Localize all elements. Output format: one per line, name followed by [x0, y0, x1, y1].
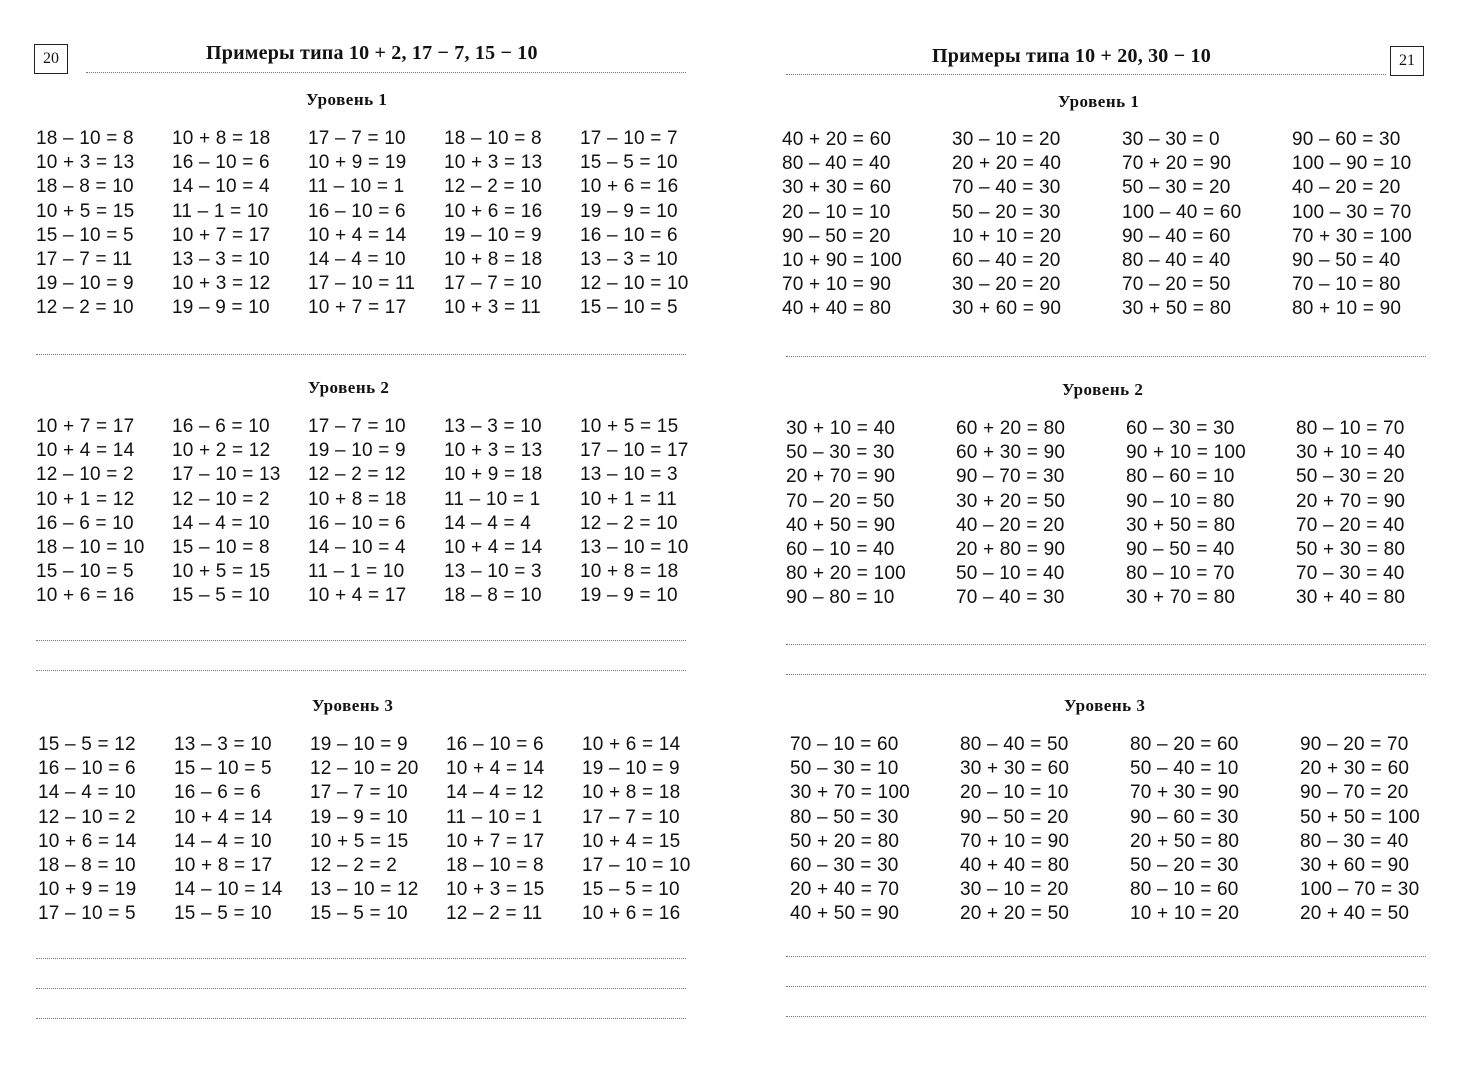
equation: 30 + 30 = 60	[960, 758, 1070, 780]
equation: 90 – 50 = 20	[782, 225, 891, 247]
equation: 20 – 10 = 10	[782, 201, 891, 223]
equation: 14 – 10 = 4	[308, 537, 406, 559]
equation: 15 – 5 = 10	[310, 903, 408, 925]
equation: 80 – 40 = 50	[960, 734, 1069, 755]
equation: 70 – 30 = 40	[1296, 563, 1405, 585]
equation: 90 + 10 = 100	[1126, 442, 1246, 464]
equation: 16 – 6 = 10	[36, 512, 134, 534]
equation: 10 + 4 = 14	[446, 758, 545, 780]
equation: 30 + 20 = 50	[956, 490, 1066, 512]
equation: 13 – 3 = 10	[444, 416, 542, 437]
equation: 50 – 30 = 20	[1122, 177, 1231, 199]
equation-column	[580, 415, 716, 609]
equation: 10 + 4 = 14	[308, 224, 407, 246]
equation: 80 – 30 = 40	[1300, 830, 1409, 852]
equation: 19 – 10 = 9	[582, 758, 680, 780]
equation: 13 – 10 = 10	[580, 537, 689, 559]
equation: 20 + 50 = 80	[1130, 830, 1240, 852]
equation: 10 + 3 = 11	[444, 297, 541, 319]
equation: 15 – 5 = 10	[174, 903, 272, 925]
level-2-title: Уровень 2	[308, 378, 390, 397]
equation-column	[952, 128, 1122, 322]
equation: 16 – 10 = 6	[38, 758, 136, 780]
equation: 19 – 9 = 10	[310, 806, 408, 828]
level-3-title: Уровень 3	[312, 696, 394, 715]
equation-column	[444, 127, 580, 321]
equation: 50 – 20 = 30	[1130, 855, 1239, 877]
equation: 70 + 30 = 100	[1292, 225, 1412, 247]
equation-column	[308, 415, 444, 609]
equation: 10 + 8 = 18	[308, 488, 407, 510]
equation: 19 – 9 = 10	[172, 297, 270, 319]
equation: 90 – 50 = 40	[1126, 539, 1235, 561]
equation: 10 + 6 = 14	[38, 830, 137, 852]
equation: 70 – 20 = 40	[1296, 514, 1405, 536]
equation: 19 – 9 = 10	[580, 200, 678, 222]
equation: 70 – 20 = 50	[786, 490, 895, 512]
equation: 19 – 10 = 9	[308, 440, 406, 462]
equation: 17 – 7 = 10	[310, 782, 408, 804]
equation: 12 – 2 = 2	[310, 855, 398, 877]
equation: 20 + 40 = 70	[790, 879, 900, 901]
equation: 30 + 10 = 40	[786, 418, 896, 439]
equation: 50 + 30 = 80	[1296, 539, 1406, 561]
equation: 10 + 4 = 14	[36, 440, 135, 462]
equation: 100 – 70 = 30	[1300, 879, 1420, 901]
equation: 30 + 60 = 90	[952, 298, 1062, 320]
equation: 16 – 10 = 6	[308, 512, 406, 534]
equation: 100 – 90 = 10	[1292, 153, 1412, 175]
level-1-title: Уровень 1	[1058, 92, 1140, 111]
page-title: Примеры типа 10 + 20, 30 − 10	[932, 45, 1211, 67]
equation-column	[310, 733, 446, 927]
equation: 16 – 10 = 6	[172, 152, 270, 174]
equation: 14 – 10 = 14	[174, 879, 283, 901]
equation: 70 – 40 = 30	[952, 177, 1061, 199]
equation: 18 – 10 = 8	[444, 128, 542, 149]
equation: 14 – 4 = 10	[308, 249, 406, 271]
equation-column	[174, 733, 310, 927]
equation-column	[1296, 417, 1464, 611]
equation: 15 – 10 = 5	[36, 224, 134, 246]
equation: 10 + 3 = 15	[446, 879, 545, 901]
equation: 10 + 7 = 17	[308, 297, 407, 319]
equation: 80 – 60 = 10	[1126, 466, 1235, 488]
equation: 13 – 10 = 12	[310, 879, 419, 901]
equation: 11 – 10 = 1	[308, 176, 405, 198]
equation: 14 – 4 = 12	[446, 782, 544, 804]
equation: 30 – 30 = 0	[1122, 129, 1220, 150]
equation: 80 – 10 = 60	[1130, 879, 1239, 901]
equation: 60 + 30 = 90	[956, 442, 1066, 464]
equation: 10 + 6 = 16	[580, 176, 679, 198]
answer-line	[36, 1018, 686, 1019]
equation: 10 + 7 = 17	[172, 224, 271, 246]
equation: 10 + 9 = 19	[308, 152, 407, 174]
answer-line	[36, 354, 686, 355]
equation: 50 – 20 = 30	[952, 201, 1061, 223]
equation: 10 + 8 = 18	[582, 782, 681, 804]
equation: 90 – 40 = 60	[1122, 225, 1231, 247]
equation: 90 – 70 = 20	[1300, 782, 1409, 804]
equation: 10 + 1 = 12	[36, 488, 135, 510]
equation: 100 – 30 = 70	[1292, 201, 1412, 223]
equation: 18 – 8 = 10	[444, 585, 542, 607]
equation-column	[790, 733, 960, 927]
equation: 80 – 40 = 40	[1122, 250, 1231, 272]
equation: 12 – 10 = 2	[172, 488, 270, 510]
equation: 15 – 5 = 12	[38, 734, 136, 755]
equation: 70 + 10 = 90	[960, 830, 1070, 852]
equation: 11 – 1 = 10	[308, 561, 405, 583]
level-3-grid	[790, 733, 1464, 927]
equation: 50 – 30 = 20	[1296, 466, 1405, 488]
equation-column	[1130, 733, 1300, 927]
equation: 16 – 6 = 10	[172, 416, 270, 437]
right-page	[732, 0, 1464, 1080]
equation: 10 + 8 = 18	[172, 128, 271, 149]
equation: 10 + 8 = 18	[580, 561, 679, 583]
equation: 30 + 50 = 80	[1122, 298, 1232, 320]
equation: 15 – 10 = 5	[36, 561, 134, 583]
equation: 40 + 40 = 80	[960, 855, 1070, 877]
equation: 14 – 4 = 4	[444, 512, 532, 534]
level-3-title: Уровень 3	[1064, 696, 1146, 715]
equation: 17 – 10 = 13	[172, 464, 281, 486]
answer-line	[786, 674, 1426, 675]
equation: 13 – 3 = 10	[580, 249, 678, 271]
equation: 60 – 40 = 20	[952, 250, 1061, 272]
answer-line	[36, 988, 686, 989]
equation: 15 – 10 = 5	[580, 297, 678, 319]
page-number: 20	[34, 44, 68, 74]
equation: 40 + 50 = 90	[786, 514, 896, 536]
equation: 90 – 50 = 20	[960, 806, 1069, 828]
equation: 12 – 2 = 10	[580, 512, 678, 534]
equation: 10 + 3 = 13	[444, 440, 543, 462]
equation: 10 + 5 = 15	[172, 561, 271, 583]
equation: 60 – 30 = 30	[1126, 418, 1235, 439]
equation-column	[1126, 417, 1296, 611]
answer-line	[36, 640, 686, 641]
equation: 80 – 20 = 60	[1130, 734, 1239, 755]
equation: 12 – 2 = 10	[444, 176, 542, 198]
equation: 17 – 10 = 7	[580, 128, 678, 149]
equation: 50 – 10 = 40	[956, 563, 1065, 585]
equation: 30 + 60 = 90	[1300, 855, 1410, 877]
equation: 30 – 10 = 20	[960, 879, 1069, 901]
equation: 14 – 10 = 4	[172, 176, 270, 198]
equation-column	[786, 417, 956, 611]
equation: 14 – 4 = 10	[174, 830, 272, 852]
equation: 19 – 10 = 9	[444, 224, 542, 246]
equation: 17 – 7 = 11	[36, 249, 133, 271]
equation: 12 – 10 = 20	[310, 758, 419, 780]
level-1-title: Уровень 1	[306, 90, 388, 109]
equation: 50 – 40 = 10	[1130, 758, 1239, 780]
equation: 80 + 20 = 100	[786, 563, 906, 585]
equation: 17 – 7 = 10	[308, 128, 406, 149]
equation: 10 + 8 = 18	[444, 249, 543, 271]
equation: 60 – 10 = 40	[786, 539, 895, 561]
equation: 15 – 5 = 10	[580, 152, 678, 174]
equation: 40 – 20 = 20	[1292, 177, 1401, 199]
equation: 18 – 8 = 10	[38, 855, 136, 877]
equation: 20 + 70 = 90	[1296, 490, 1406, 512]
equation: 18 – 10 = 10	[36, 537, 145, 559]
equation: 15 – 10 = 5	[174, 758, 272, 780]
equation: 10 + 5 = 15	[580, 416, 679, 437]
equation-column	[956, 417, 1126, 611]
equation: 19 – 10 = 9	[36, 273, 134, 295]
equation: 30 + 70 = 80	[1126, 587, 1236, 609]
title-underline	[786, 74, 1386, 75]
equation: 12 – 10 = 2	[36, 464, 134, 486]
equation: 10 + 4 = 14	[444, 537, 543, 559]
equation: 90 – 80 = 10	[786, 587, 895, 609]
answer-line	[36, 670, 686, 671]
equation-column	[172, 127, 308, 321]
equation: 10 + 7 = 17	[36, 416, 135, 437]
equation: 50 – 30 = 30	[786, 442, 895, 464]
answer-line	[786, 956, 1426, 957]
equation: 30 + 50 = 80	[1126, 514, 1236, 536]
equation-column	[1122, 128, 1292, 322]
equation: 14 – 4 = 10	[172, 512, 270, 534]
equation: 20 + 20 = 50	[960, 903, 1070, 925]
answer-line	[36, 958, 686, 959]
equation: 50 – 30 = 10	[790, 758, 899, 780]
answer-line	[786, 1016, 1426, 1017]
equation: 60 + 20 = 80	[956, 418, 1066, 439]
answer-line	[786, 356, 1426, 357]
equation: 11 – 10 = 1	[444, 488, 541, 510]
equation: 15 – 5 = 10	[172, 585, 270, 607]
equation: 40 – 20 = 20	[956, 514, 1065, 536]
level-3-grid	[38, 733, 718, 927]
equation: 10 + 4 = 17	[308, 585, 407, 607]
equation: 12 – 10 = 2	[38, 806, 136, 828]
equation-column	[446, 733, 582, 927]
equation-column	[1300, 733, 1464, 927]
equation: 10 + 5 = 15	[310, 830, 409, 852]
equation: 70 – 10 = 60	[790, 734, 899, 755]
equation: 40 + 40 = 80	[782, 298, 892, 320]
answer-line	[786, 986, 1426, 987]
equation: 10 + 3 = 13	[36, 152, 135, 174]
equation: 90 – 60 = 30	[1130, 806, 1239, 828]
equation: 80 – 10 = 70	[1296, 418, 1405, 439]
equation: 12 – 2 = 12	[308, 464, 406, 486]
equation: 20 + 70 = 90	[786, 466, 896, 488]
equation: 30 + 40 = 80	[1296, 587, 1406, 609]
equation: 16 – 10 = 6	[580, 224, 678, 246]
equation: 10 + 5 = 15	[36, 200, 135, 222]
equation: 40 + 20 = 60	[782, 129, 892, 150]
equation: 11 – 10 = 1	[446, 806, 543, 828]
equation: 70 – 20 = 50	[1122, 274, 1231, 296]
page-title: Примеры типа 10 + 2, 17 − 7, 15 − 10	[206, 42, 538, 64]
equation-column	[36, 415, 172, 609]
equation: 17 – 7 = 10	[308, 416, 406, 437]
equation: 14 – 4 = 10	[38, 782, 136, 804]
equation: 13 – 10 = 3	[580, 464, 678, 486]
equation-column	[38, 733, 174, 927]
equation: 60 – 30 = 30	[790, 855, 899, 877]
equation: 90 – 50 = 40	[1292, 250, 1401, 272]
equation: 10 + 3 = 13	[444, 152, 543, 174]
equation: 10 + 7 = 17	[446, 830, 545, 852]
equation-column	[172, 415, 308, 609]
level-1-grid	[782, 128, 1462, 322]
equation: 17 – 7 = 10	[582, 806, 680, 828]
equation: 100 – 40 = 60	[1122, 201, 1242, 223]
equation: 15 – 5 = 10	[582, 879, 680, 901]
equation: 70 + 30 = 90	[1130, 782, 1240, 804]
equation: 10 + 10 = 20	[952, 225, 1062, 247]
equation: 12 – 2 = 11	[446, 903, 543, 925]
equation: 20 + 30 = 60	[1300, 758, 1410, 780]
page-number: 21	[1390, 46, 1424, 76]
equation-column	[1292, 128, 1462, 322]
equation: 10 + 1 = 11	[580, 488, 677, 510]
title-underline	[86, 72, 686, 73]
equation: 12 – 10 = 10	[580, 273, 689, 295]
equation: 20 + 20 = 40	[952, 153, 1062, 175]
equation-column	[782, 128, 952, 322]
equation: 50 + 50 = 100	[1300, 806, 1420, 828]
answer-line	[786, 644, 1426, 645]
equation: 13 – 3 = 10	[172, 249, 270, 271]
equation: 10 + 8 = 17	[174, 855, 273, 877]
equation: 70 – 10 = 80	[1292, 274, 1401, 296]
equation: 17 – 10 = 10	[582, 855, 691, 877]
equation: 30 – 10 = 20	[952, 129, 1061, 150]
equation: 11 – 1 = 10	[172, 200, 269, 222]
equation-column	[36, 127, 172, 321]
equation-column	[444, 415, 580, 609]
equation: 80 – 50 = 30	[790, 806, 899, 828]
equation: 10 + 2 = 12	[172, 440, 271, 462]
equation: 17 – 10 = 11	[308, 273, 416, 295]
level-2-grid	[36, 415, 716, 609]
equation: 18 – 8 = 10	[36, 176, 134, 198]
equation: 17 – 10 = 17	[580, 440, 689, 462]
equation: 18 – 10 = 8	[36, 128, 134, 149]
equation: 30 – 20 = 20	[952, 274, 1061, 296]
equation: 15 – 10 = 8	[172, 537, 270, 559]
equation: 30 + 10 = 40	[1296, 442, 1406, 464]
equation: 10 + 6 = 16	[36, 585, 135, 607]
equation: 16 – 6 = 6	[174, 782, 262, 804]
equation: 12 – 2 = 10	[36, 297, 134, 319]
equation: 80 + 10 = 90	[1292, 298, 1402, 320]
equation: 10 + 10 = 20	[1130, 903, 1240, 925]
equation: 70 – 40 = 30	[956, 587, 1065, 609]
equation: 80 – 40 = 40	[782, 153, 891, 175]
equation: 90 – 70 = 30	[956, 466, 1065, 488]
equation: 70 + 20 = 90	[1122, 153, 1232, 175]
equation: 13 – 3 = 10	[174, 734, 272, 755]
equation: 16 – 10 = 6	[308, 200, 406, 222]
equation: 13 – 10 = 3	[444, 561, 542, 583]
equation: 50 + 20 = 80	[790, 830, 900, 852]
equation: 70 + 10 = 90	[782, 274, 892, 296]
equation: 90 – 20 = 70	[1300, 734, 1409, 755]
equation-column	[580, 127, 716, 321]
equation: 10 + 4 = 15	[582, 830, 681, 852]
equation: 20 – 10 = 10	[960, 782, 1069, 804]
equation-column	[582, 733, 718, 927]
equation: 10 + 6 = 14	[582, 734, 681, 755]
level-2-title: Уровень 2	[1062, 380, 1144, 399]
equation: 19 – 9 = 10	[580, 585, 678, 607]
equation: 16 – 10 = 6	[446, 734, 544, 755]
equation: 10 + 4 = 14	[174, 806, 273, 828]
equation: 17 – 10 = 5	[38, 903, 136, 925]
level-1-grid	[36, 127, 716, 321]
equation: 10 + 3 = 12	[172, 273, 271, 295]
equation: 18 – 10 = 8	[446, 855, 544, 877]
equation-column	[308, 127, 444, 321]
equation: 10 + 9 = 19	[38, 879, 137, 901]
equation: 19 – 10 = 9	[310, 734, 408, 755]
equation: 90 – 60 = 30	[1292, 129, 1401, 150]
equation: 80 – 10 = 70	[1126, 563, 1235, 585]
equation: 20 + 40 = 50	[1300, 903, 1410, 925]
equation: 30 + 30 = 60	[782, 177, 892, 199]
equation: 10 + 6 = 16	[444, 200, 543, 222]
equation: 90 – 10 = 80	[1126, 490, 1235, 512]
equation-column	[960, 733, 1130, 927]
equation: 10 + 6 = 16	[582, 903, 681, 925]
equation: 20 + 80 = 90	[956, 539, 1066, 561]
equation: 10 + 90 = 100	[782, 250, 902, 272]
equation: 17 – 7 = 10	[444, 273, 542, 295]
equation: 30 + 70 = 100	[790, 782, 910, 804]
equation: 40 + 50 = 90	[790, 903, 900, 925]
level-2-grid	[786, 417, 1464, 611]
equation: 10 + 9 = 18	[444, 464, 543, 486]
